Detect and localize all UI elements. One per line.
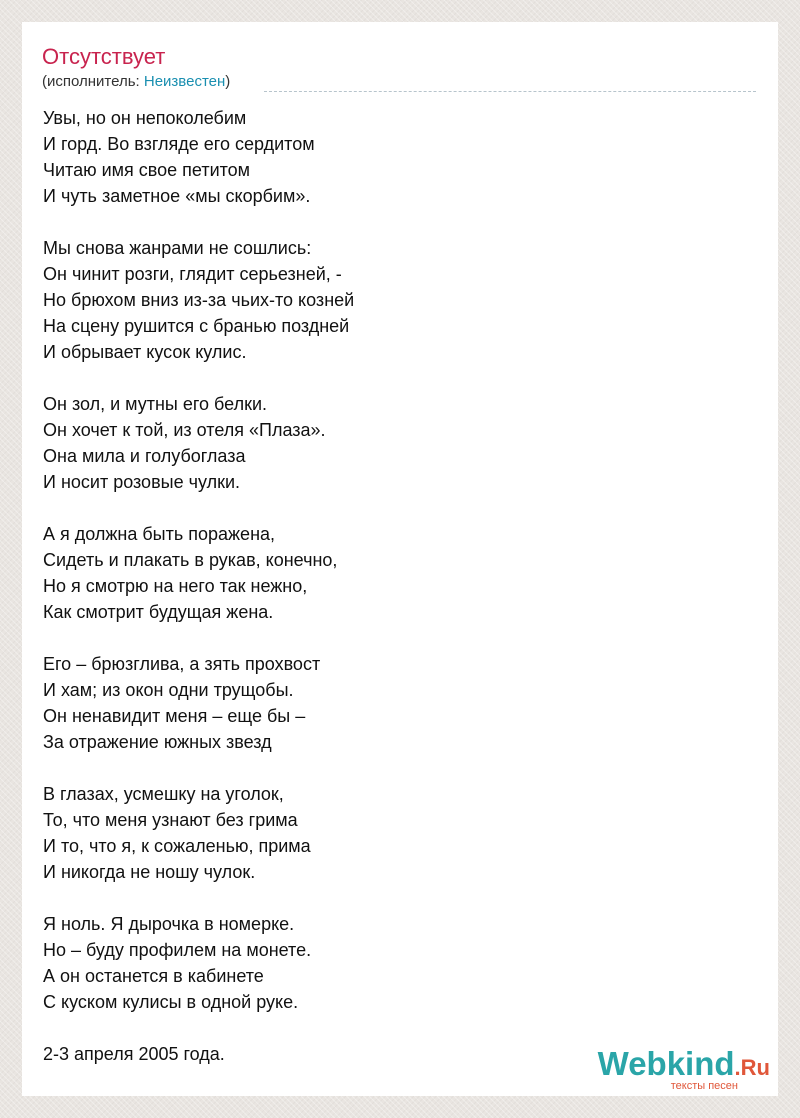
lyric-date-line: 2-3 апреля 2005 года.: [43, 1044, 225, 1064]
lyric-line: И чуть заметное «мы скорбим».: [43, 186, 311, 206]
lyric-line: Я ноль. Я дырочка в номерке.: [43, 914, 295, 934]
lyric-line: За отражение южных звезд: [43, 732, 272, 752]
webkind-logo[interactable]: [570, 1046, 770, 1092]
lyric-line: То, что меня узнают без грима: [43, 810, 298, 830]
artist-prefix: (исполнитель:: [42, 73, 144, 90]
lyric-line: В глазах, усмешку на уголок,: [43, 784, 284, 804]
divider: [264, 91, 756, 92]
lyric-line: Мы снова жанрами не сошлись:: [43, 238, 312, 258]
lyric-line: Но – буду профилем на монете.: [43, 940, 312, 960]
lyric-line: И хам; из окон одни трущобы.: [43, 680, 294, 700]
logo-tagline: тексты песен: [670, 1080, 738, 1092]
lyric-line: Его – брюзглива, а зять прохвост: [43, 654, 321, 674]
lyrics-card: [22, 22, 778, 1096]
lyrics-body: [43, 105, 743, 1093]
lyric-line: На сцену рушится с бранью поздней: [43, 316, 350, 336]
stanza: [43, 911, 743, 1015]
lyric-line: Он ненавидит меня – еще бы –: [43, 706, 306, 726]
lyric-line: И горд. Во взгляде его сердитом: [43, 134, 315, 154]
song-title: Отсутствует: [42, 44, 166, 69]
lyric-line: А он останется в кабинете: [43, 966, 264, 986]
artist-suffix: ): [225, 73, 231, 90]
lyric-line: Увы, но он непоколебим: [43, 108, 247, 128]
lyric-line: С куском кулисы в одной руке.: [43, 992, 299, 1012]
lyric-line: Но брюхом вниз из-за чьих-то козней: [43, 290, 355, 310]
artist-line: [42, 73, 230, 91]
stanza: [43, 521, 743, 625]
stanza: [43, 391, 743, 495]
lyric-line: Сидеть и плакать в рукав, конечно,: [43, 550, 338, 570]
lyric-line: Он зол, и мутны его белки.: [43, 394, 268, 414]
lyric-line: Он чинит розги, глядит серьезней, -: [43, 264, 342, 284]
artist-link[interactable]: Неизвестен: [143, 73, 226, 90]
lyric-line: И то, что я, к сожаленью, прима: [43, 836, 311, 856]
lyric-line: Она мила и голубоглаза: [43, 446, 246, 466]
lyric-line: И никогда не ношу чулок.: [43, 862, 256, 882]
lyric-line: И носит розовые чулки.: [43, 472, 240, 492]
lyric-line: Но я смотрю на него так нежно,: [43, 576, 308, 596]
stanza: [43, 105, 743, 209]
lyric-line: Как смотрит будущая жена.: [43, 602, 274, 622]
lyric-line: И обрывает кусок кулис.: [43, 342, 247, 362]
stanza: [43, 235, 743, 365]
lyric-line: Читаю имя свое петитом: [43, 160, 251, 180]
stanza: [43, 781, 743, 885]
lyric-line: Он хочет к той, из отеля «Плаза».: [43, 420, 326, 440]
logo-name: Webkind: [597, 1045, 735, 1082]
lyric-line: А я должна быть поражена,: [43, 524, 276, 544]
logo-domain: .Ru: [734, 1055, 770, 1080]
stanza: [43, 651, 743, 755]
